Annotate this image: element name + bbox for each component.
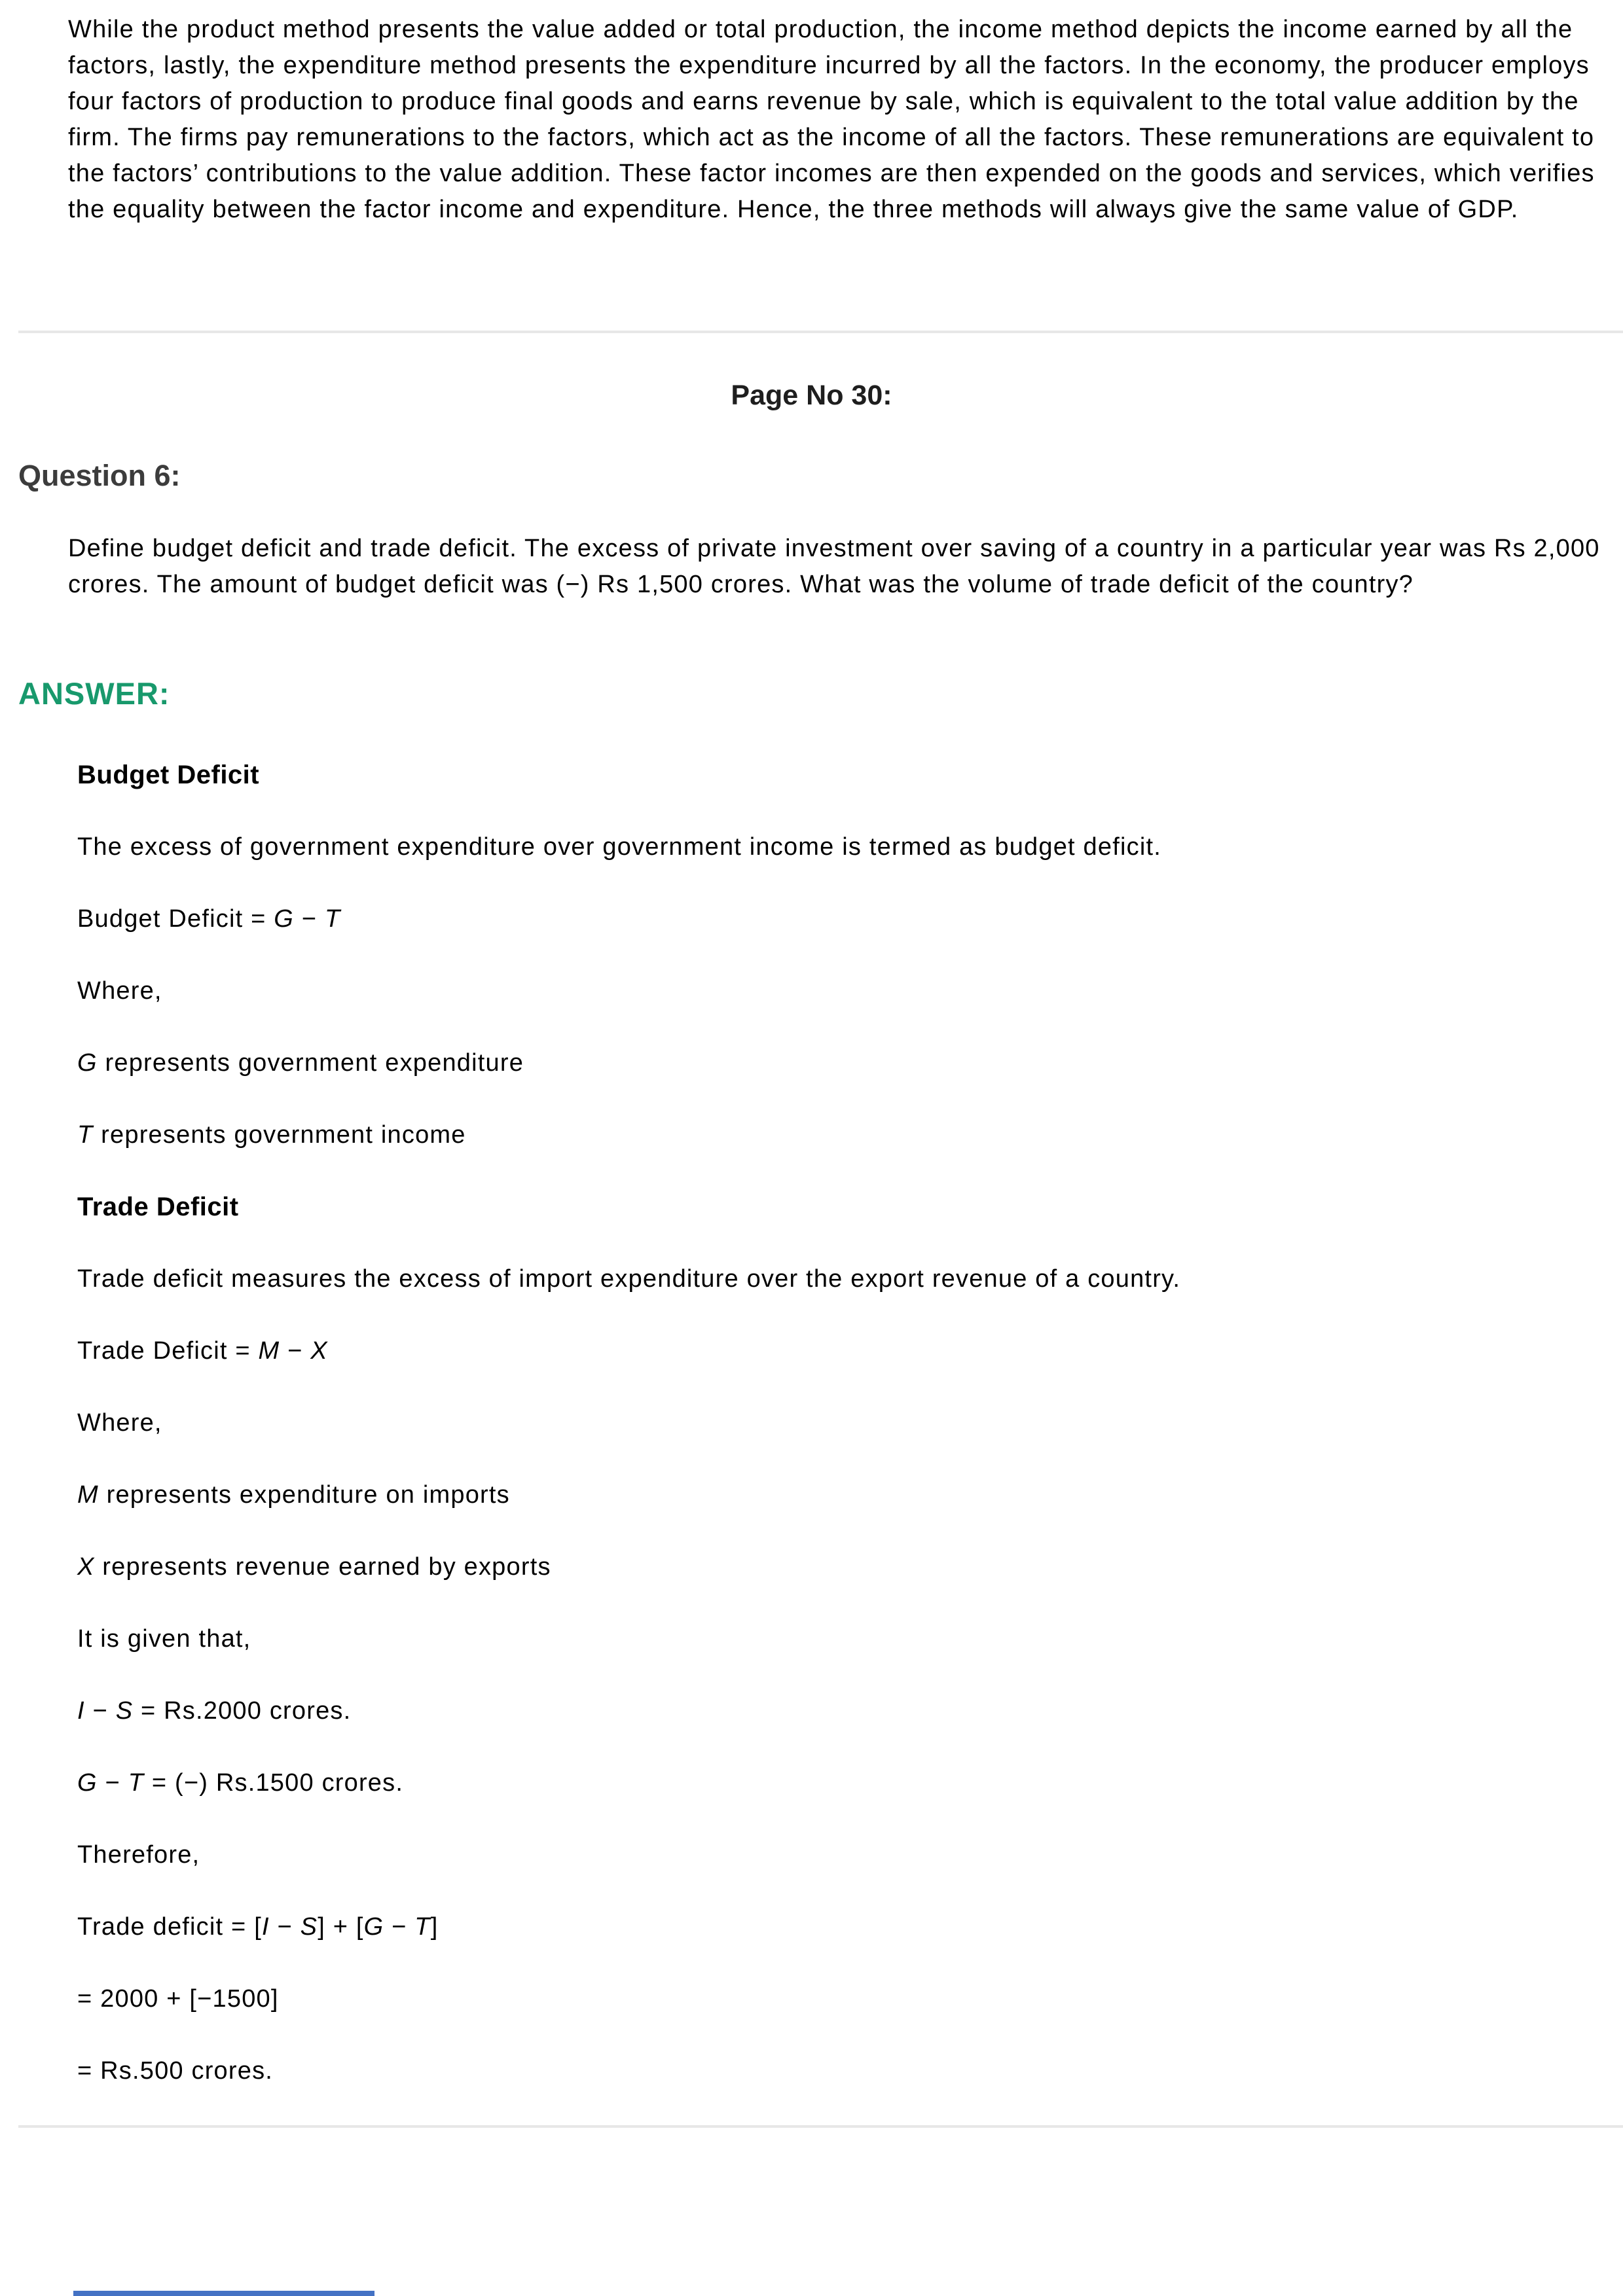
formula-variable: G (363, 1913, 384, 1941)
answer-line (77, 1405, 1603, 1441)
text-run: = 2000 + [−1500] (77, 1985, 279, 2013)
text-run: represents government income (93, 1121, 466, 1149)
formula-variable: I (261, 1913, 270, 1941)
answer-section-heading (77, 757, 1603, 793)
clipped-footer-link-bar[interactable] (73, 2291, 374, 2296)
answer-line (77, 1765, 1603, 1801)
text-run: = Rs.500 crores. (77, 2057, 274, 2085)
section-divider-bottom (18, 2125, 1623, 2128)
text-run: represents revenue earned by exports (94, 1553, 551, 1581)
formula-variable: G (77, 1769, 98, 1797)
formula-variable: M (77, 1481, 99, 1509)
answer-line (77, 1477, 1603, 1513)
formula-variable: S (300, 1913, 318, 1941)
text-run: Trade deficit measures the excess of import expenditure over the export revenue of a country. (77, 1265, 1181, 1293)
answer-label: ANSWER: (18, 676, 170, 711)
formula-variable: S (115, 1697, 134, 1725)
text-run: Trade Deficit = (77, 1337, 259, 1365)
formula-variable: T (414, 1913, 431, 1941)
answer-line (77, 1117, 1603, 1153)
formula-variable: T (324, 905, 341, 933)
question-text: Define budget deficit and trade deficit. The excess of private investment over saving of a country in a particular year was Rs 2,000 crores. The amount of budget deficit was (−) Rs 1,500 crores. What was the volume of trade deficit of the country? (68, 535, 1600, 598)
formula-variable: G (274, 905, 295, 933)
answer-line (77, 1981, 1603, 2017)
text-run: Therefore, (77, 1841, 200, 1869)
text-run: = Rs.2000 crores. (133, 1697, 352, 1725)
text-run: Where, (77, 977, 162, 1005)
answer-line (77, 1693, 1603, 1729)
formula-variable: M (258, 1337, 280, 1365)
formula-variable: T (128, 1769, 145, 1797)
text-run: = (−) Rs.1500 crores. (144, 1769, 404, 1797)
text-run: Where, (77, 1409, 162, 1437)
formula-variable: X (310, 1337, 328, 1365)
text-run: The excess of government expenditure over government income is termed as budget deficit. (77, 833, 1161, 861)
answer-line (77, 1261, 1603, 1297)
text-run: − (294, 905, 325, 933)
text-run: represents expenditure on imports (98, 1481, 510, 1509)
formula-variable: G (77, 1049, 98, 1077)
formula-variable: I (77, 1697, 85, 1725)
answer-line (77, 1045, 1603, 1081)
text-run: Trade deficit = [ (77, 1913, 262, 1941)
text-run: ] + [ (318, 1913, 364, 1941)
intro-paragraph: While the product method presents the value added or total production, the income method depicts the income earned by all the factors, lastly, the expenditure method presents the expenditure incurred by all the factors. In the economy, the producer employs four factors of production to produce final goods and earns revenue by sale, which is equivalent to the total value addition by the firm. The firms pay remunerations to the factors, which act as the income of all the factors. These remunerations are equivalent to the factors’ contributions to the value addition. These factor incomes are then expended on the goods and services, which verifies the equality between the factor income and expenditure. Hence, the three methods will always give the same value of GDP. (68, 16, 1595, 223)
text-run: − (84, 1697, 116, 1725)
text-run: − (97, 1769, 128, 1797)
answer-line (77, 829, 1603, 865)
answer-section-heading (77, 1189, 1603, 1225)
question-heading: Question 6: (18, 459, 181, 492)
answer-line (77, 1333, 1603, 1369)
answer-body (77, 757, 1603, 2089)
answer-line (77, 1621, 1603, 1657)
text-run: − (384, 1913, 415, 1941)
text-run: Trade Deficit (77, 1193, 239, 1221)
answer-line (77, 901, 1603, 937)
text-run: − (269, 1913, 301, 1941)
section-divider-top (18, 331, 1623, 333)
answer-line (77, 1909, 1603, 1945)
answer-line (77, 2053, 1603, 2089)
answer-line (77, 1837, 1603, 1873)
text-run: Budget Deficit (77, 761, 260, 789)
text-run: ] (430, 1913, 439, 1941)
text-run: It is given that, (77, 1625, 251, 1653)
answer-line (77, 973, 1603, 1009)
formula-variable: X (77, 1553, 95, 1581)
page-number-label: Page No 30: (731, 380, 892, 411)
text-run: − (280, 1337, 311, 1365)
answer-line (77, 1549, 1603, 1585)
text-run: Budget Deficit = (77, 905, 274, 933)
formula-variable: T (77, 1121, 94, 1149)
text-run: represents government expenditure (97, 1049, 524, 1077)
